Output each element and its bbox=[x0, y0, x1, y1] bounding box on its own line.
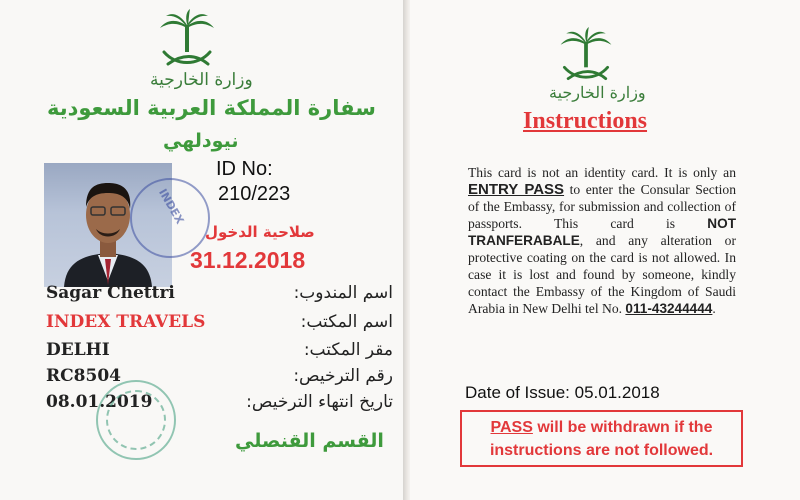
embassy-phone: 011-43244444 bbox=[625, 301, 713, 316]
validity-label: صلاحية الدخول bbox=[205, 223, 315, 241]
field-label: تاريخ انتهاء الترخيص: bbox=[246, 392, 393, 412]
withdrawal-warning bbox=[460, 410, 743, 467]
field-label: اسم المندوب: bbox=[293, 283, 393, 303]
field-label: اسم المكتب: bbox=[300, 312, 393, 332]
ministry-logo-text: وزارة الخارجية bbox=[150, 70, 253, 90]
saudi-emblem-icon bbox=[552, 26, 620, 88]
issue-label: Date of Issue: bbox=[465, 383, 570, 402]
embassy-name: سفارة المملكة العربية السعودية bbox=[47, 96, 376, 120]
warning-pass: PASS bbox=[490, 419, 533, 436]
field-label: رقم الترخيص: bbox=[293, 366, 393, 386]
field-value: RC8504 bbox=[46, 366, 121, 386]
instructions-text-3: , and any alteration or protective coating on the card is not allowed. In case it is lost and found by someone, kindly contact the Embassy of the Kingdom of Saudi Arabia in New Delhi tel No. bbox=[468, 233, 736, 316]
field-label: مقر المكتب: bbox=[303, 340, 393, 360]
warning-rest: will be withdrawn if the instructions are not followed. bbox=[489, 419, 714, 459]
instructions-body bbox=[468, 164, 736, 317]
date-of-issue bbox=[465, 383, 660, 403]
field-value: Sagar Chettri bbox=[46, 283, 175, 303]
crossed-swords-icon bbox=[164, 52, 210, 64]
id-number: 210/223 bbox=[218, 183, 291, 205]
consular-stamp-inner bbox=[106, 390, 166, 450]
card-fold bbox=[403, 0, 410, 500]
field-value: INDEX TRAVELS bbox=[46, 312, 206, 332]
ministry-logo-text-right: وزارة الخارجية bbox=[549, 83, 646, 102]
consular-section: القسم القنصلي bbox=[235, 430, 384, 452]
instructions-text-4: . bbox=[712, 301, 716, 316]
id-label: ID No: bbox=[216, 158, 273, 180]
saudi-emblem-icon bbox=[152, 8, 222, 74]
instructions-title: Instructions bbox=[523, 108, 648, 134]
instructions-text-2: to enter the Consular Section of the Embassy, for submission and collection of passports. This card is bbox=[468, 182, 736, 231]
embassy-city: نيودلهي bbox=[163, 130, 239, 152]
field-value: DELHI bbox=[46, 340, 110, 360]
not-transferable-text: NOT TRANFERABALE bbox=[468, 216, 736, 248]
field-value: 08.01.2019 bbox=[46, 392, 153, 412]
validity-date: 31.12.2018 bbox=[190, 247, 306, 273]
instructions-text-1: This card is not an identity card. It is only an bbox=[468, 165, 736, 180]
stamp-text: INDEX bbox=[155, 186, 187, 227]
palm-tree-icon bbox=[160, 9, 214, 52]
issue-date: 05.01.2018 bbox=[574, 383, 660, 402]
entry-pass-text: ENTRY PASS bbox=[468, 181, 565, 198]
